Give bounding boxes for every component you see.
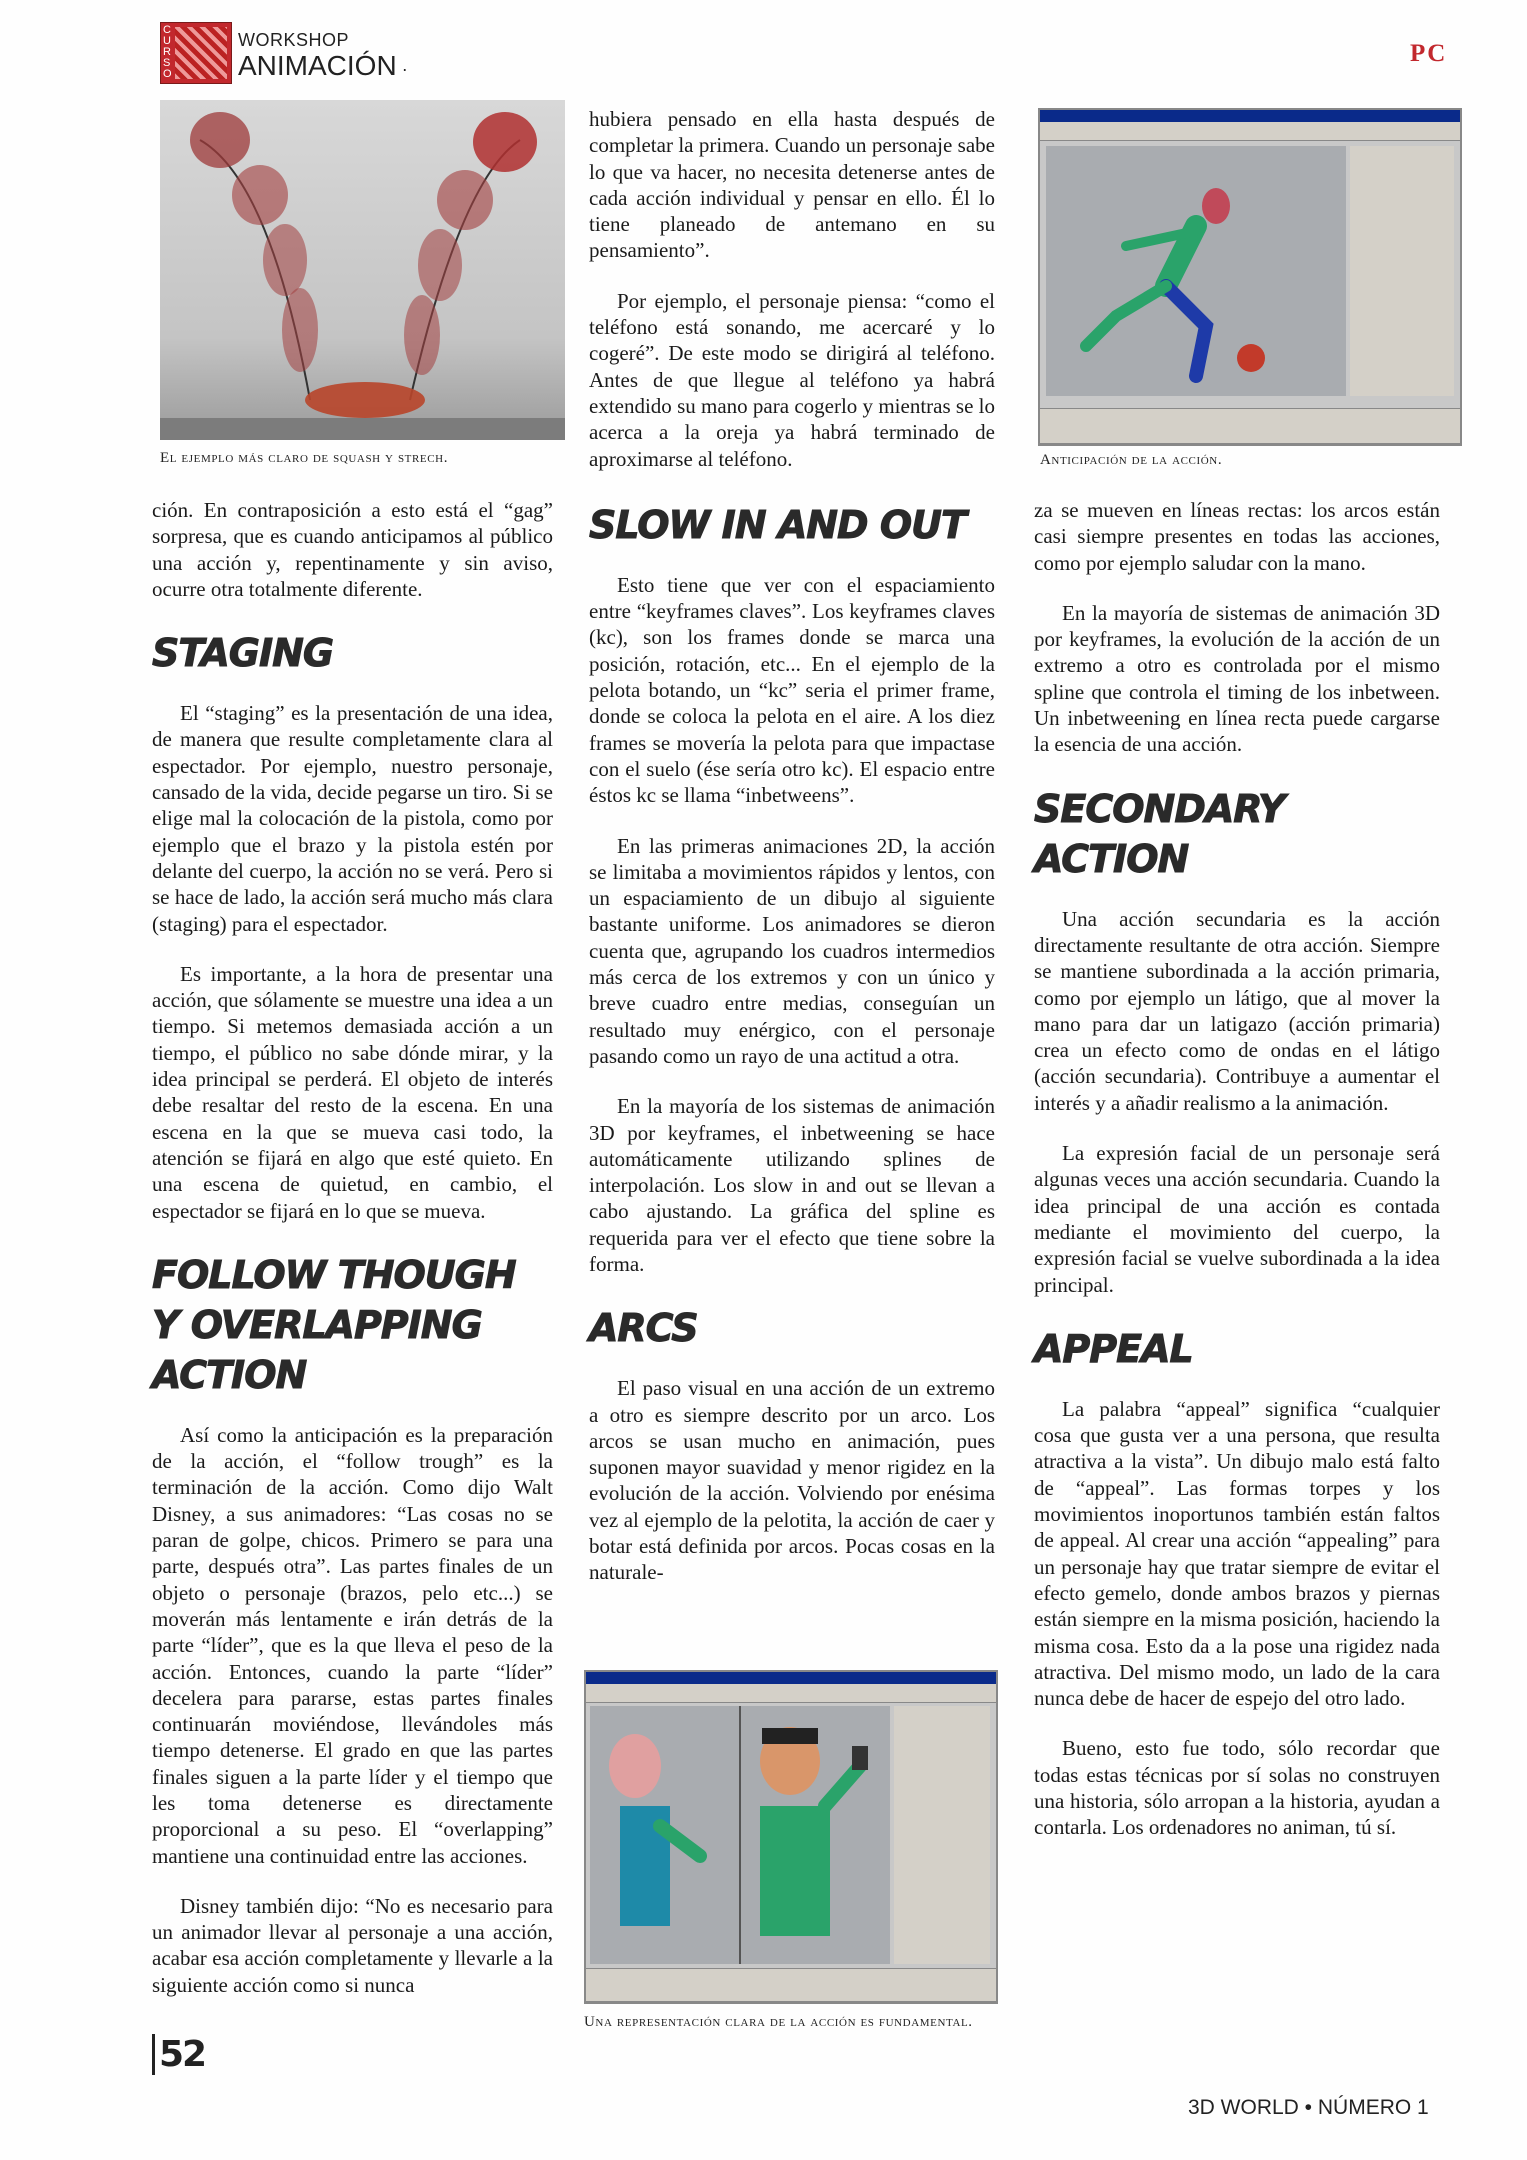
representation-screenshot [584,1670,998,2004]
heading-follow-through [152,1250,553,1400]
heading-follow-line-1: FOLLOW THOUGH [152,1252,516,1297]
representation-caption: Una representación clara de la acción es fundamental. [584,2014,973,2030]
ball-frame-6 [437,170,493,230]
window-toolbar [1040,122,1460,141]
col1-intro: ción. En contraposición a esto está el “gag” sorpresa, que es cuando anticipamos al público una acción y, repentinamente y sin aviso, ocurre otra totalmente diferente. [152,498,553,601]
platform-label: PC [1410,40,1448,67]
col2-slow-3: En la mayoría de los sistemas de animación 3D por keyframes, el inbetweening se hace automáticamente utilizando splines de interpolación. Los slow in and out se llevan a cabo ajustando. La gráfica del spline es requerida para ver el efecto que tiene sobre la forma. [589,1094,995,1276]
window-toolbar-2 [586,1684,996,1703]
squash-stretch-image [160,100,565,440]
col2-arcs: El paso visual en una acción de un extremo a otro es siempre descrito por un arco. Los arcos se usan mucho en animación, pues suponen mayor suavidad y menor rigidez en la evolución de la acción. Volviendo por enésima vez al ejemplo de la pelotita, la acción de caer y botar está definida por arcos. Pocas cosas en la naturale- [589,1376,995,1585]
col2-slow-2: En las primeras animaciones 2D, la acción se limitaba a movimientos rápidos y lentos, con un espaciamiento de un dibujo al siguiente bastante uniforme. Los animadores se dieron cuenta que, agrupando los cuadros intermedios más cerca de los extremos y con un único y breve cuadro entre medias, conseguían un resultado muy enérgico, con el personaje pasando como un rayo de una actitud a otra. [589,833,995,1068]
section-title [238,50,408,82]
heading-secondary-line-2: ACTION [1034,836,1189,881]
ball-squash [305,382,425,418]
floor [160,418,565,440]
column-3 [1034,497,1440,1841]
figure2-arm [825,1766,860,1806]
heading-secondary-action [1034,784,1440,884]
heading-arcs: ARCS [589,1306,698,1351]
figure2-cap [762,1728,818,1744]
figure2-body [760,1806,830,1936]
squash-stretch-illustration [160,100,565,440]
viewport-2 [590,1706,890,1964]
workshop-label: WORKSHOP [238,30,350,50]
curso-logo-pattern [175,27,227,79]
running-figure-illustration [1046,146,1346,396]
window-titlebar [1040,110,1460,122]
heading-staging: STAGING [152,631,334,676]
window-titlebar-2 [586,1672,996,1684]
col3-final: Bueno, esto fue todo, sólo recordar que todas estas técnicas por sí solas no construyen una historia, sólo arropan a la historia, ayudan a contarla. Los ordenadores no animan, tú sí. [1034,1736,1440,1840]
squash-caption: El ejemplo más claro de squash y strech. [160,450,449,466]
heading-appeal: APPEAL [1034,1326,1193,1371]
runner-leg-back [1086,286,1166,346]
ball-frame-8 [404,295,440,375]
col3-secondary-2: La expresión facial de un personaje será algunas veces una acción secundaria. Cuando la idea principal de una acción es contada mediante el movimiento del cuerpo, la expresión facial se vuelve subordinada a la idea principal. [1034,1141,1440,1297]
anticipation-caption: Anticipación de la acción. [1040,452,1223,468]
header-logo [160,22,420,84]
figure1-head [609,1734,661,1798]
col1-follow-2: Disney también dijo: “No es necesario para un animador llevar al personaje a una acción, acabar esa acción completamente y llevarle a la siguiente acción como si nunca [152,1893,553,1997]
section-title-text: ANIMACIÓN [238,50,397,81]
status-bar-2 [586,1968,996,2002]
ball-frame-5 [473,112,537,172]
section-dot: · [396,59,408,79]
ball-frame-4 [282,288,318,372]
column-2 [589,106,995,1586]
col3-appeal: La palabra “appeal” significa “cualquier cosa que gusta ver a una persona, que resulta atractiva a la vista”. Un dibujo malo está falto de “appeal”. Las formas torpes y los movimientos inoportunos también están faltos de appeal. Al crear una acción “appealing” para un personaje hay que tratar siempre de evitar el efecto gemelo, donde ambos brazos y piernas están siempre en la misma posición, haciendo la misma cosa. Esto da a la pose una rigidez nada atractiva. Del mismo modo, un lado de la cara nunca debe de hacer de espejo del otro lado. [1034,1396,1440,1711]
ball-frame-1 [190,112,250,168]
command-panel-2 [894,1706,990,1964]
runner-leg-front [1166,286,1206,376]
magazine-footer: 3D WORLD • NÚMERO 1 [1188,2096,1429,2119]
col1-follow-1: Así como la anticipación es la preparación de la acción, el “follow trough” es la terminación de la acción. Como dijo Walt Disney, a sus animadores: “Las cosas no se paran de golpe, chicos. Primero se para una parte, después otra”. Las partes finales de un objeto o personaje (brazos, pelo etc...) se moverán más lentamente e irán detrás de la parte “líder”, que es la que lleva el peso de la acción. Entonces, cuando la parte “líder” decelera para pararse, estas partes finales continuarán moviéndose, llevándoles más tiempo detenerse. El grado en que las partes finales siguen a la parte líder y el tiempo que les toma detenerse es directamente proporcional a su peso. El “overlapping” mantiene una continuidad entre las acciones. [152,1422,553,1868]
heading-follow-line-3: ACTION [152,1352,307,1397]
heading-secondary-line-1: SECONDARY [1034,786,1285,831]
curso-logo-box [160,22,232,84]
ball [1237,344,1265,372]
ball-frame-7 [418,229,462,301]
command-panel [1350,146,1454,396]
col1-staging-1: El “staging” es la presentación de una idea, de manera que resulte completamente clara al espectador. Por ejemplo, nuestro personaje, cansado de la vida, decide pegarse un tiro. Si se elige mal la colocación de la pistola, como por ejemplo que el brazo y la pistola estén por delante del cuerpo, la acción no se verá. Pero si se hace de lado, la acción será mucho más clara (staging) para el espectador. [152,701,553,936]
col2-top-1: hubiera pensado en ella hasta después de completar la primera. Cuando un personaje sabe lo que va hacer, no necesita detenerse antes de cada acción individual y pensar en ello. Él lo tiene planeado de antemano en su pensamiento”. [589,107,995,263]
page-number [152,2032,205,2076]
figure2-gun [852,1746,868,1770]
heading-follow-line-2: Y OVERLAPPING [152,1302,482,1347]
viewport [1046,146,1346,396]
col1-staging-2: Es importante, a la hora de presentar una acción, que sólamente se muestre una idea a un tiempo. Si metemos demasiada acción a un tiempo, el público no sabe dónde mirar, y la idea principal se perderá. El objeto de interés debe resaltar del resto de la escena. En una escena en la que se mueva casi todo, la atención se fijará en algo que esté quieto. En una escena de quietud, en cambio, el espectador se fijará en lo que se mueva. [152,961,553,1223]
status-bar [1040,408,1460,444]
col3-top-2: En la mayoría de sistemas de animación 3D por keyframes, la evolución de la acción de un extremo a otro es controlada por el mismo spline que controla el timing de los inbetween. Un inbetweening en línea recta puede cargarse la esencia de una acción. [1034,600,1440,757]
ball-frame-2 [232,165,288,225]
col3-secondary-1: Una acción secundaria es la acción directamente resultante de otra acción. Siempre se mantiene subordinada a la acción primaria, como por ejemplo un látigo, que al mover la mano para dar un latigazo (acción primaria) crea un efecto como de ondas en el látigo (acción secundaria). Contribuye a aumentar el interés y a añadir realismo a la animación. [1034,906,1440,1115]
col3-top-1: za se mueven en líneas rectas: los arcos están casi siempre presentes en todas las acciones, como por ejemplo saludar con la mano. [1034,498,1440,575]
page-number-text: 52 [152,2034,205,2075]
curso-vertical-text: CURSO [163,24,172,80]
col2-top-2: Por ejemplo, el personaje piensa: “como el teléfono está sonando, me acercaré y lo cogeré”. De este modo se dirigirá al teléfono. Antes de que llegue al teléfono ya habrá extendido su mano para cogerlo y mientras se lo acerca a la oreja ya habrá terminado de aproximarse al teléfono. [589,288,995,471]
col2-slow-1: Esto tiene que ver con el espaciamiento entre “keyframes claves”. Los keyframes claves (kc), son los frames donde se marca una posición, rotación, etc... En el ejemplo de la pelota botando, un “kc” seria el primer frame, donde se coloca la pelota en el aire. A los diez frames se movería la pelota para que impactase con el suelo (ése sería otro kc). El espacio entre éstos kc se llama “inbetweens”. [589,572,995,808]
anticipation-screenshot [1038,108,1462,446]
ball-frame-3 [263,224,307,296]
gun-figures-illustration [590,1706,890,1964]
runner-head [1202,188,1230,224]
heading-slow-in-out: SLOW IN AND OUT [589,502,966,547]
column-1 [152,497,553,1998]
